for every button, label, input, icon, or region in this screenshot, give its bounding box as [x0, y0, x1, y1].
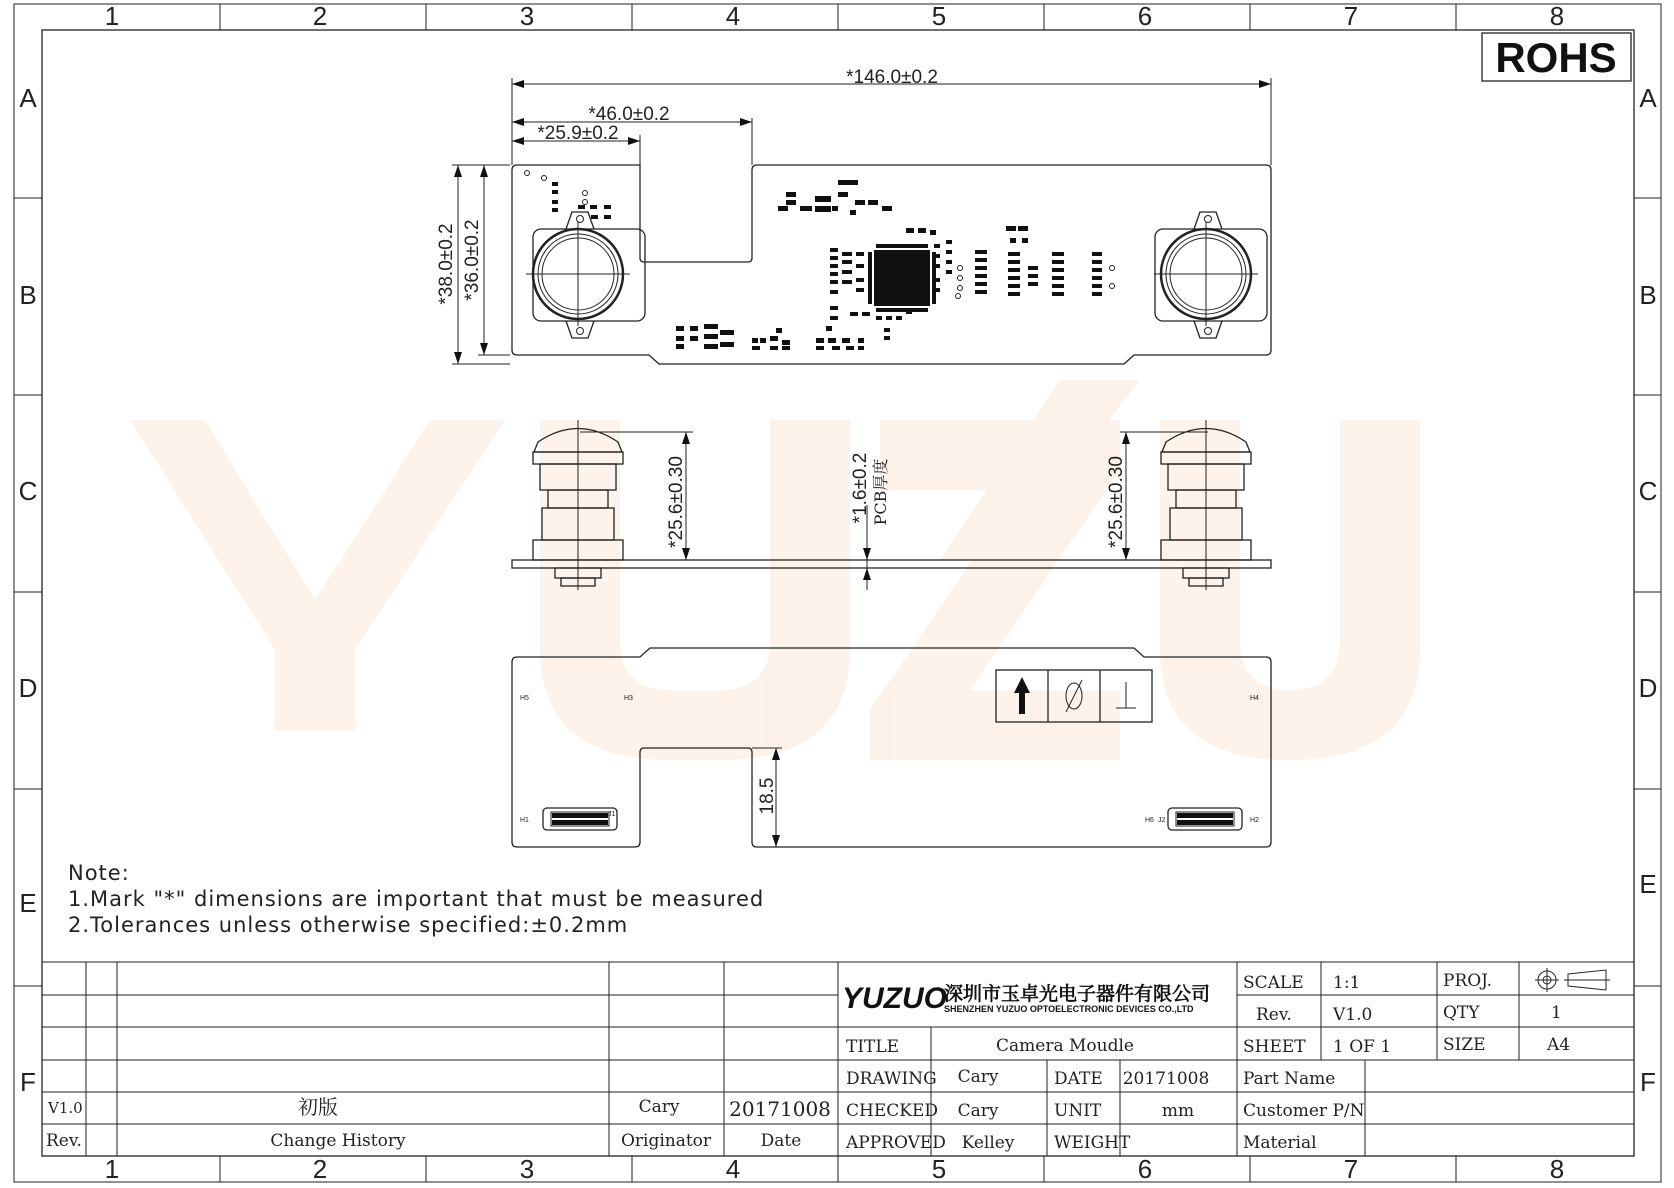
left-lens-top — [526, 212, 645, 338]
date-label: DATE — [1054, 1069, 1103, 1089]
dim-height-36: *36.0±0.2 — [462, 219, 483, 301]
row-label-d-right: D — [1638, 673, 1658, 703]
checked-value: Cary — [957, 1101, 999, 1121]
qty-value: 1 — [1551, 1003, 1562, 1023]
title-block — [42, 962, 1634, 1156]
unit-label: UNIT — [1054, 1101, 1102, 1121]
rev-value: V1.0 — [1333, 1005, 1373, 1025]
customer-pn-label: Customer P/N — [1243, 1101, 1365, 1121]
sheet-label: SHEET — [1243, 1037, 1306, 1057]
part-name-label: Part Name — [1243, 1069, 1336, 1089]
smd-components — [552, 180, 1102, 350]
qty-label: QTY — [1443, 1003, 1480, 1023]
row-label-d: D — [18, 673, 38, 703]
row-label-a-right: A — [1639, 83, 1657, 113]
drawing-value: Cary — [957, 1067, 999, 1087]
dim-width-25-9: *25.9±0.2 — [537, 123, 619, 144]
col-label-7-bottom: 7 — [1343, 1154, 1359, 1184]
dim-height-38: *38.0±0.2 — [436, 223, 457, 305]
company-name-cn: 深圳市玉卓光电子器件有限公司 — [944, 983, 1211, 1005]
col-label-7: 7 — [1343, 1, 1359, 31]
label-h1: H1 — [520, 817, 529, 824]
note-line-2: 2.Tolerances unless otherwise specified:±0.2mm — [68, 913, 629, 937]
row-label-f: F — [20, 1067, 36, 1097]
pcb-thickness-label: PCB厚度 — [871, 458, 890, 526]
col-label-1-bottom: 1 — [104, 1154, 120, 1184]
row-label-e: E — [19, 888, 37, 918]
checked-label: CHECKED — [846, 1101, 938, 1121]
history-desc-value: 初版 — [298, 1095, 338, 1119]
col-label-4: 4 — [725, 1, 741, 31]
proj-label: PROJ. — [1443, 971, 1493, 991]
note-title: Note: — [68, 861, 130, 885]
col-label-5: 5 — [931, 1, 947, 31]
history-rev-value: V1.0 — [48, 1099, 83, 1117]
scale-label: SCALE — [1243, 973, 1304, 993]
note-line-1: 1.Mark "*" dimensions are important that must be measured — [68, 887, 765, 911]
pcb-side — [512, 560, 1271, 568]
label-h5: H5 — [520, 695, 529, 702]
col-label-3: 3 — [519, 1, 535, 31]
approved-label: APPROVED — [846, 1133, 946, 1153]
label-h3: H3 — [624, 695, 633, 702]
col-label-6-bottom: 6 — [1137, 1154, 1153, 1184]
history-header-desc: Change History — [270, 1131, 406, 1151]
col-label-2: 2 — [312, 1, 328, 31]
history-originator-value: Cary — [638, 1097, 680, 1117]
row-label-f-right: F — [1640, 1067, 1656, 1097]
connector-j1 — [543, 808, 617, 830]
dim-pcb-thickness: *1.6±0.2 — [850, 452, 871, 524]
date-value: 20171008 — [1122, 1069, 1210, 1089]
label-j2: J2 — [1158, 817, 1166, 824]
col-label-3-bottom: 3 — [519, 1154, 535, 1184]
col-label-6: 6 — [1137, 1, 1153, 31]
watermark — [130, 380, 1420, 760]
col-label-5-bottom: 5 — [931, 1154, 947, 1184]
col-label-8: 8 — [1549, 1, 1565, 31]
scale-value: 1:1 — [1333, 973, 1361, 993]
sheet-value: 1 OF 1 — [1333, 1037, 1392, 1057]
col-label-4-bottom: 4 — [725, 1154, 741, 1184]
row-label-e-right: E — [1639, 869, 1657, 899]
top-view — [436, 67, 1271, 364]
row-label-c-right: C — [1638, 476, 1658, 506]
material-label: Material — [1243, 1133, 1317, 1153]
dim-lens-height-right: *25.6±0.30 — [1106, 456, 1127, 548]
title-label: TITLE — [846, 1037, 900, 1057]
title-value: Camera Moudle — [996, 1036, 1134, 1056]
dim-cutout-height: 18.5 — [757, 777, 778, 815]
drawing-label: DRAWING — [846, 1069, 937, 1089]
col-label-1: 1 — [104, 1, 120, 31]
dim-overall-width: *146.0±0.2 — [846, 67, 938, 88]
size-label: SIZE — [1443, 1035, 1486, 1055]
history-date-value: 20171008 — [729, 1097, 831, 1121]
label-h2: H2 — [1250, 817, 1259, 824]
rev-label: Rev. — [1256, 1005, 1292, 1025]
row-label-b: B — [19, 280, 37, 310]
label-j1: J1 — [608, 811, 616, 818]
unit-value: mm — [1161, 1101, 1195, 1121]
company-name-en: SHENZHEN YUZUO OPTOELECTRONIC DEVICES CO.,LTD — [944, 1004, 1194, 1014]
dim-width-46: *46.0±0.2 — [588, 104, 670, 125]
approved-value: Kelley — [961, 1133, 1015, 1153]
history-header-rev: Rev. — [46, 1131, 82, 1151]
col-label-8-bottom: 8 — [1549, 1154, 1565, 1184]
history-header-date: Date — [760, 1131, 802, 1151]
row-label-c: C — [18, 476, 38, 506]
label-h4: H4 — [1250, 695, 1259, 702]
change-history-table — [42, 962, 838, 1156]
rohs-label: ROHS — [1495, 34, 1617, 81]
projection-symbol-icon — [1535, 968, 1610, 992]
size-value: A4 — [1547, 1035, 1571, 1055]
col-label-2-bottom: 2 — [312, 1154, 328, 1184]
right-lens-top — [1154, 212, 1267, 338]
company-logo: YUZUO — [842, 982, 947, 1015]
test-pads — [525, 171, 1115, 299]
label-h6: H6 — [1145, 817, 1154, 824]
row-label-a: A — [19, 83, 37, 113]
connector-j2 — [1168, 808, 1242, 830]
history-header-originator: Originator — [620, 1131, 712, 1151]
notes — [68, 861, 764, 937]
main-ic-chip — [874, 250, 930, 306]
dim-lens-height-left: *25.6±0.30 — [666, 456, 687, 548]
weight-label: WEIGHT — [1054, 1133, 1131, 1153]
row-label-b-right: B — [1639, 280, 1657, 310]
